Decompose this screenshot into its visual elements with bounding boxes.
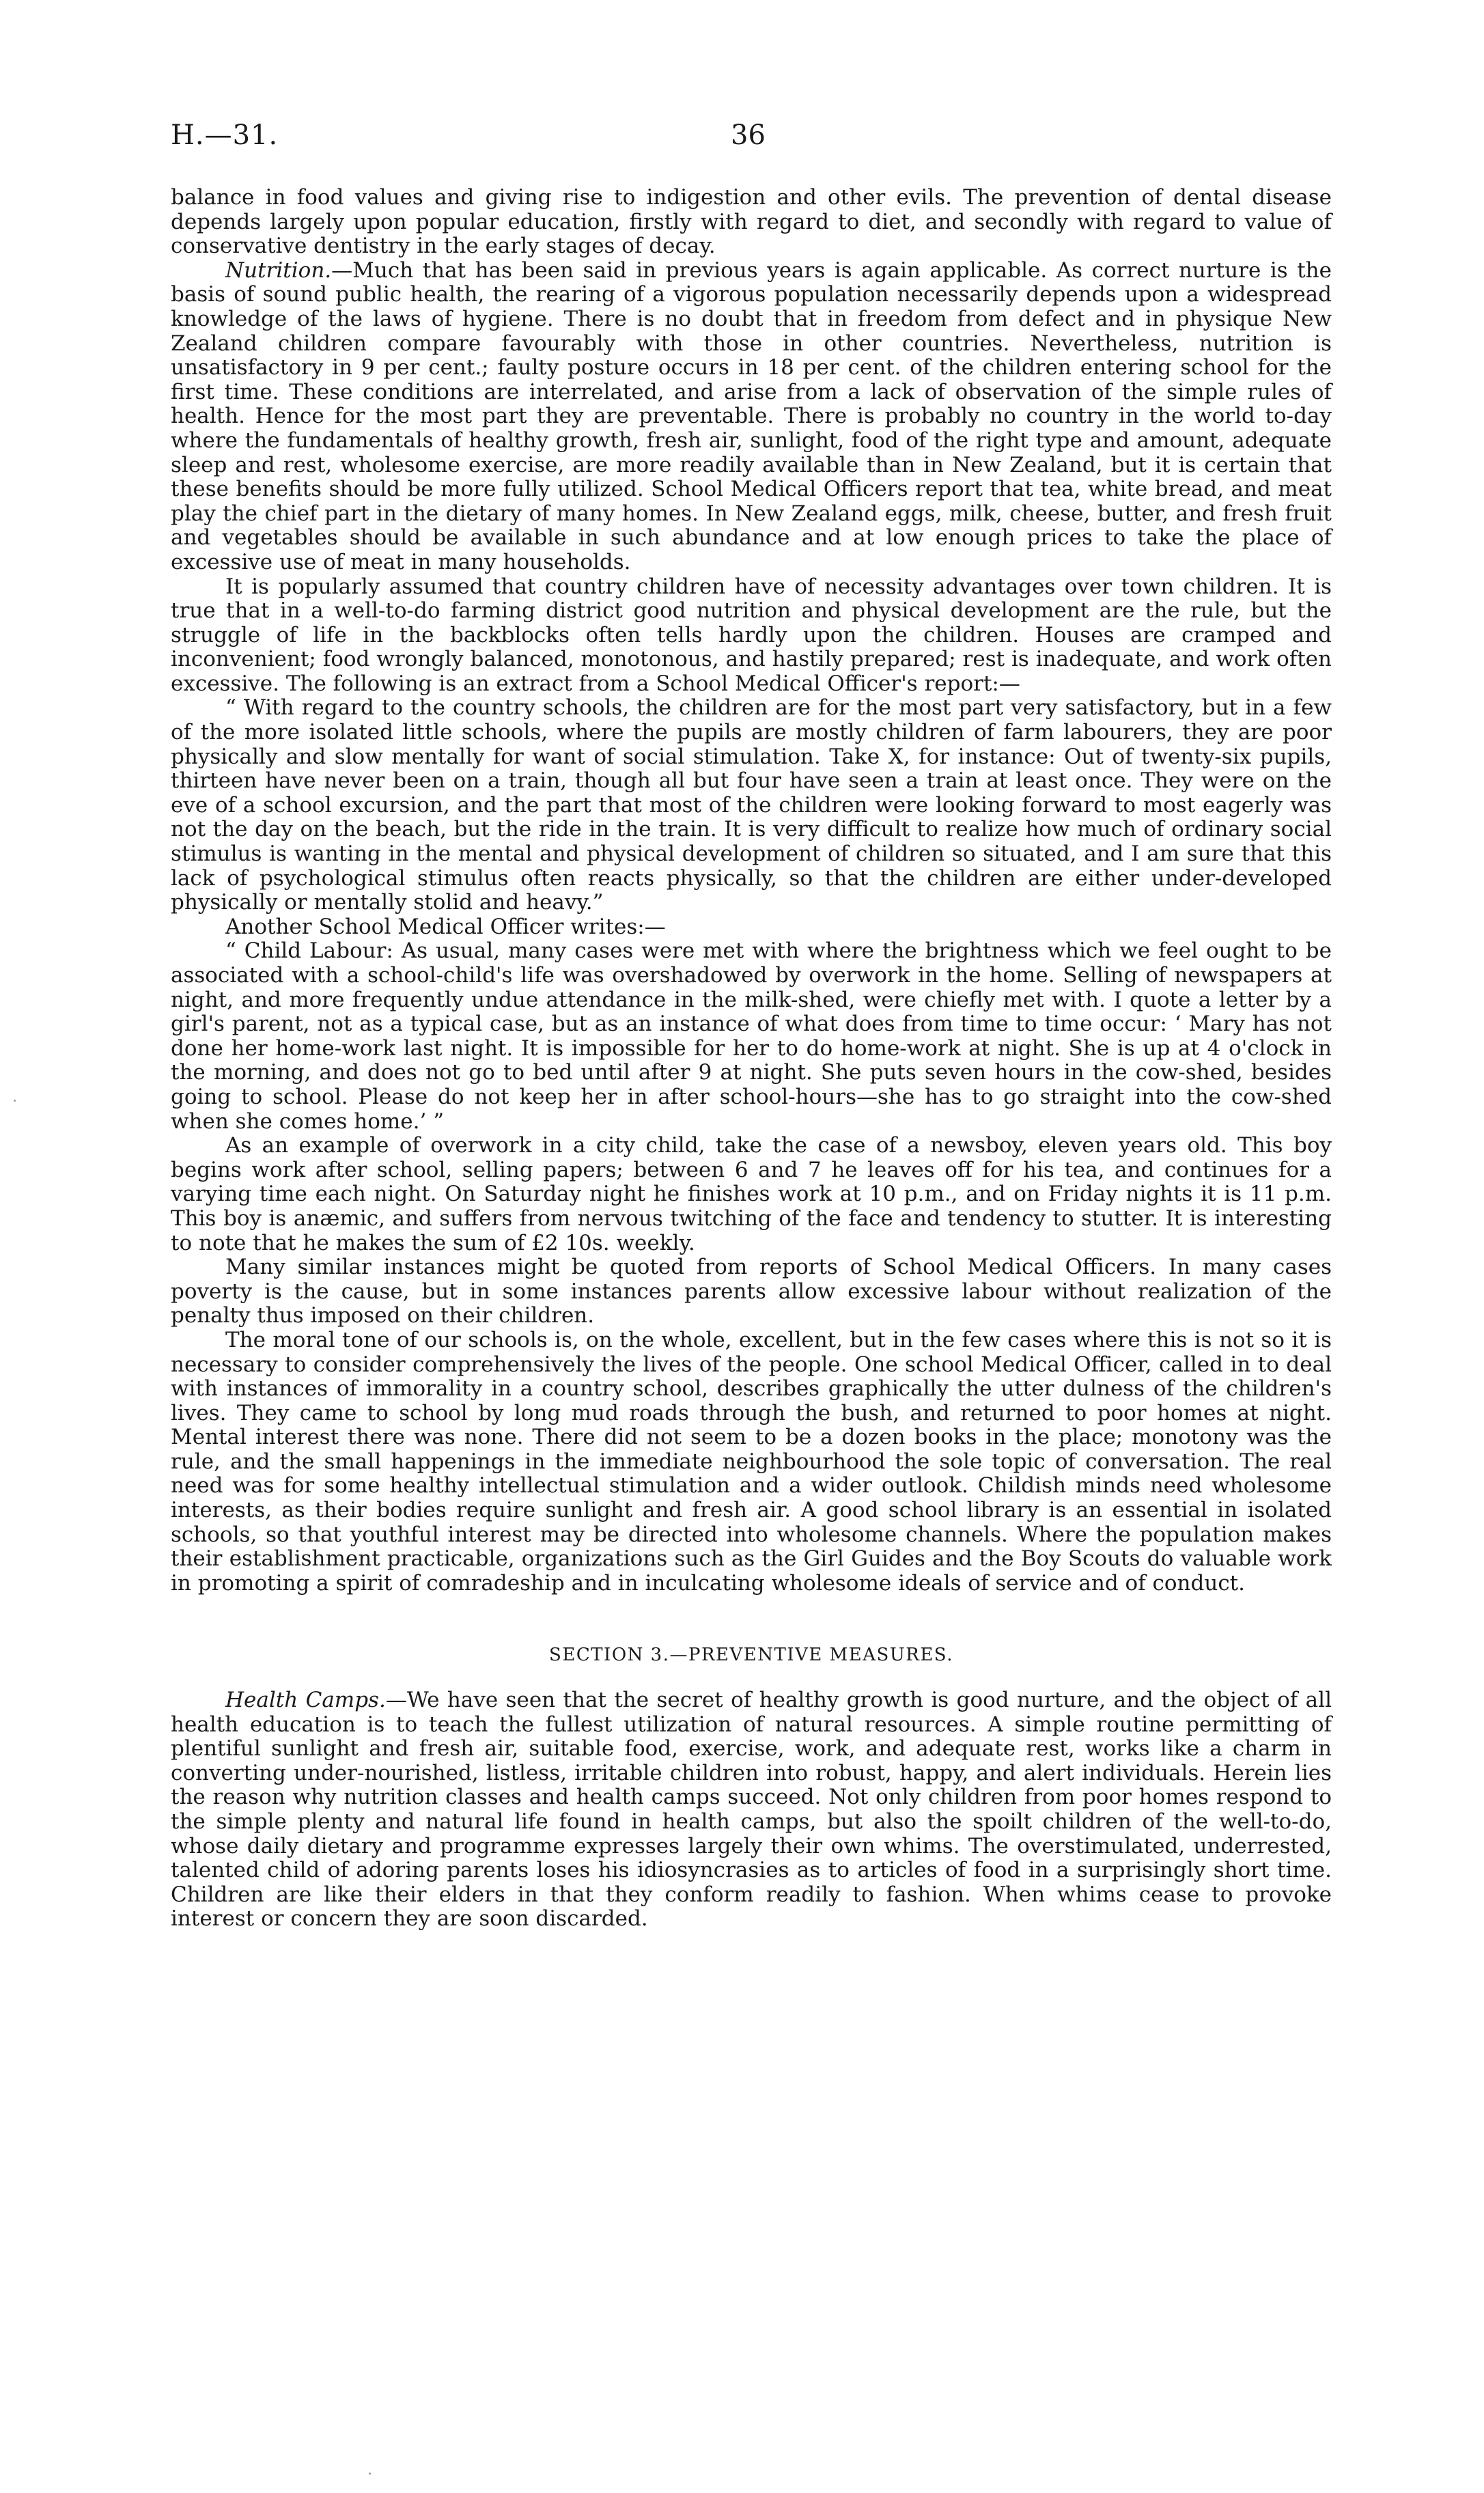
quote-country-schools: “ With regard to the country schools, the children are for the most part very satisfactory, but in a few of the more isolated little schools, where the pupils are mostly children of farm labourers, they are poor physically and slow mentally for want of social stimulation. Take X, for instance: Out of twenty-six pupils, thirteen have never been on a train, though all but four have seen a train at least once. They were on the eve of a school excursion, and the part that most of the children were looking forward to most eagerly was not the day on the beach, but the ride in the train. It is very difficult to realize how much of ordinary social stimulus is wanting in the mental and physical development of children so situated, and I am sure that this lack of psychological stimulus often reacts physically, so that the children are either under-developed physically or mentally stolid and heavy.” — [171, 695, 1332, 915]
page-number: 36 — [731, 120, 766, 151]
paragraph-similar-instances: Many similar instances might be quoted from reports of School Medical Officers. In many cases poverty is the cause, but in some instances parents allow excessive labour without realization of the penalty thus imposed on their children. — [171, 1255, 1332, 1328]
scan-speck — [14, 1100, 16, 1102]
paragraph-health-camps: Health Camps.—We have seen that the secret of healthy growth is good nurture, and the object of all health education is to teach the fullest utilization of natural resources. A simple routine permitting of plentiful sunlight and fresh air, suitable food, exercise, work, and adequate rest, works like a charm in converting under-nourished, listless, irritable children into robust, happy, and alert individuals. Herein lies the reason why nutrition classes and health camps succeed. Not only children from poor homes respond to the simple plenty and natural life found in health camps, but also the spoilt children of the well-to-do, whose daily dietary and programme expresses largely their own whims. The overstimulated, underrested, talented child of adoring parents loses his idiosyncrasies as to articles of food in a surprisingly short time. Children are like their elders in that they conform readily to fashion. When whims cease to provoke interest or concern they are soon discarded. — [171, 1688, 1332, 1932]
document-body — [171, 186, 1332, 1932]
paragraph-another-officer: Another School Medical Officer writes:— — [225, 914, 666, 939]
paragraph-dental: balance in food values and giving rise to indigestion and other evils. The prevention of dental disease depends largely upon popular education, firstly with regard to diet, and secondly with regard to value of conservative dentistry in the early stages of decay. — [171, 185, 1332, 259]
paragraph-lead: Nutrition. — [225, 257, 332, 283]
paragraph-moral-tone: The moral tone of our schools is, on the whole, excellent, but in the few cases where this is not so it is necessary to consider comprehensively the lives of the people. One school Medical Officer, called in to deal with instances of immorality in a country school, describes graphically the utter dulness of the children's lives. They came to school by long mud roads through the bush, and returned to poor homes at night. Mental interest there was none. There did not seem to be a dozen books in the place; monotony was the rule, and the small happenings in the immediate neighbourhood the sole topic of conversation. The real need was for some healthy intellectual stimulation and a wider outlook. Childish minds need wholesome interests, as their bodies require sunlight and fresh air. A good school library is an essential in isolated schools, so that youthful interest may be directed into wholesome channels. Where the population makes their establishment practicable, organizations such as the Girl Guides and the Boy Scouts do valuable work in promoting a spirit of comradeship and in inculcating wholesome ideals of service and of conduct. — [171, 1327, 1332, 1596]
document-reference: H.—31. — [171, 120, 279, 151]
paragraph-newsboy: As an example of overwork in a city child, take the case of a newsboy, eleven years old. This boy begins work after school, selling papers; between 6 and 7 he leaves off for his tea, and continues for a varying time each night. On Saturday night he finishes work at 10 p.m., and on Friday nights it is 11 p.m. This boy is anæmic, and suffers from nervous twitching of the face and tendency to stutter. It is interesting to note that he makes the sum of £2 10s. weekly. — [171, 1133, 1332, 1255]
paragraph-lead: Health Camps. — [225, 1688, 386, 1713]
quote-child-labour: “ Child Labour: As usual, many cases were met with where the brightness which we feel ought to be associated with a school-child's life was overshadowed by overwork in the home. Selling of newspapers at night, and more frequently undue attendance in the milk-shed, were chiefly met with. I quote a letter by a girl's parent, not as a typical case, but as an instance of what does from time to time occur: ‘ Mary has not done her home-work last night. It is impossible for her to do home-work at night. She is up at 4 o'clock in the morning, and does not go to bed until after 9 at night. She puts seven hours in the cow-shed, besides going to school. Please do not keep her in after school-hours—she has to go straight into the cow-shed when she comes home.’ ” — [171, 938, 1332, 1134]
section-heading: SECTION 3.—PREVENTIVE MEASURES. — [549, 1645, 953, 1666]
scan-speck — [369, 2473, 371, 2475]
paragraph-nutrition: Nutrition.—Much that has been said in previous years is again applicable. As correct nurture is the basis of sound public health, the rearing of a vigorous population necessarily depends upon a widespread knowledge of the laws of hygiene. There is no doubt that in freedom from defect and in physique New Zealand children compare favourably with those in other countries. Nevertheless, nutrition is unsatisfactory in 9 per cent.; faulty posture occurs in 18 per cent. of the children entering school for the first time. These conditions are interrelated, and arise from a lack of observation of the simple rules of health. Hence for the most part they are preventable. There is probably no country in the world to-day where the fundamentals of healthy growth, fresh air, sunlight, food of the right type and amount, adequate sleep and rest, wholesome exercise, are more readily available than in New Zealand, but it is certain that these benefits should be more fully utilized. School Medical Officers report that tea, white bread, and meat play the chief part in the dietary of many homes. In New Zealand eggs, milk, cheese, butter, and fresh fruit and vegetables should be available in such abundance and at low enough prices to take the place of excessive use of meat in many households. — [171, 257, 1332, 574]
paragraph-country-children: It is popularly assumed that country children have of necessity advantages over town children. It is true that in a well-to-do farming district good nutrition and physical development are the rule, but the struggle of life in the backblocks often tells hardly upon the children. Houses are cramped and inconvenient; food wrongly balanced, monotonous, and hastily prepared; rest is inadequate, and work often excessive. The following is an extract from a School Medical Officer's report:— — [171, 574, 1332, 696]
